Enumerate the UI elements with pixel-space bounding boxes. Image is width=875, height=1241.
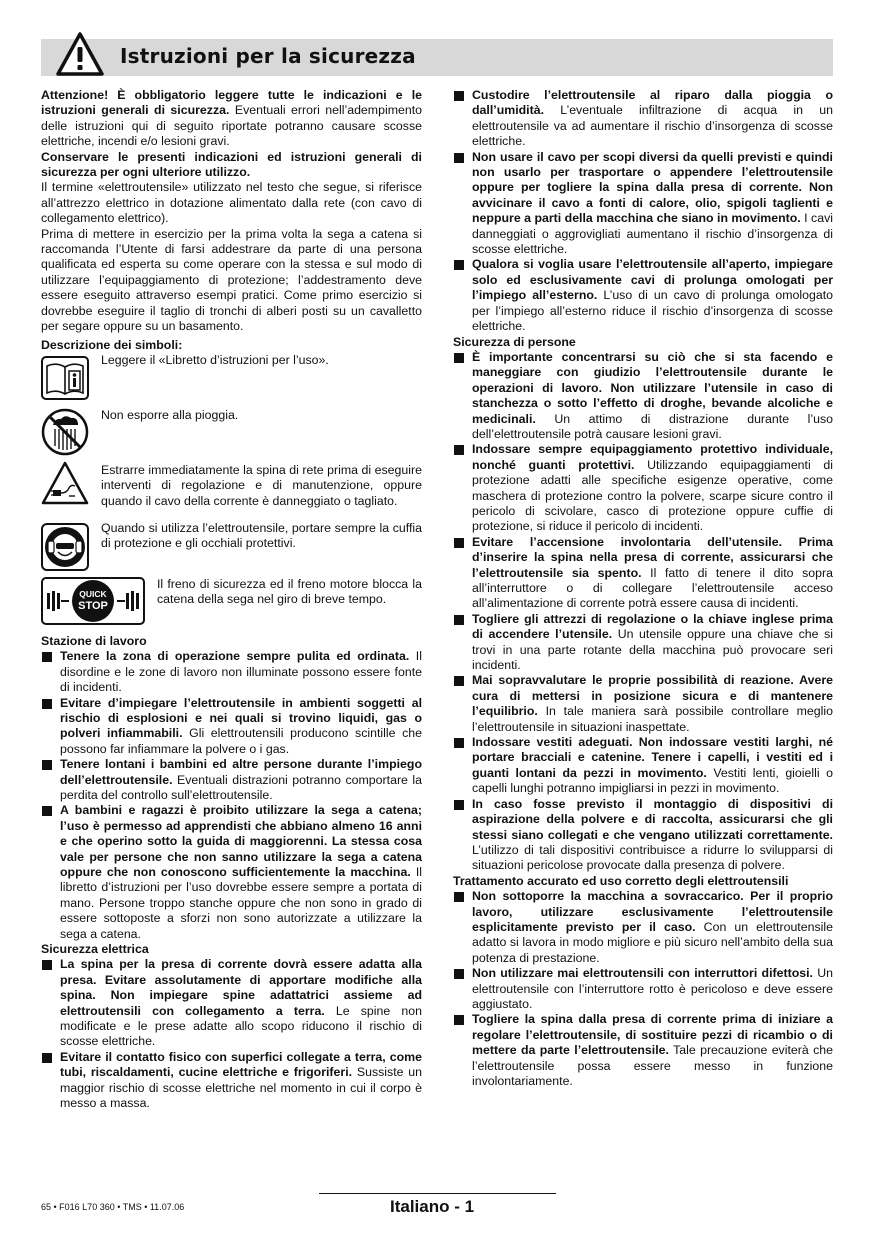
left-column — [41, 88, 422, 1112]
list-item: Tenere lontani i bambini ed altre persone durante l’impiego dell’elettroutensile. Eventuali distrazioni potranno comportare la perdita del controllo sull’elettroutensile. — [41, 757, 422, 803]
quick-stop-brake-icon — [41, 577, 145, 625]
intro-paragraph-1: Attenzione! È obbligatorio leggere tutte le indicazioni e le istruzioni generali di sicurezza. Eventuali errori nell’adempimento delle istruzioni qui di seguito riportate potranno causare scosse elettriche, incendi e/o lesioni gravi. — [41, 88, 422, 149]
list-item: Evitare il contatto fisico con superfici collegate a terra, come tubi, riscaldamenti, cucine elettriche e frigoriferi. Sussiste un maggior rischio di scosse elettriche nel momento in cui il corpo è messo a massa. — [41, 1050, 422, 1112]
list-item: La spina per la presa di corrente dovrà essere adatta alla presa. Evitare assolutamente di apportare modifiche alla spina. Non impiegare spine adattatrici assieme ad elettroutensili con collegamento a terra. Le spine non modificate e le prese adatte allo scopo riducono il rischio di scosse elettriche. — [41, 957, 422, 1049]
unplug-warning-icon — [41, 460, 89, 508]
list-item: Indossare vestiti adeguati. Non indossare vestiti larghi, né portare bracciali e catenine. Tenere i capelli, i vestiti ed i guanti lontani da pezzi in movimento. Vestiti lenti, gioielli o capelli lunghi potranno impigliarsi in pezzi in movimento. — [453, 735, 833, 797]
page-title: Istruzioni per la sicurezza — [120, 44, 416, 68]
list-item: Non usare il cavo per scopi diversi da quelli previsti e quindi non usarlo per trasportare o appendere l’elettroutensile oppure per togliere la spina dalla presa di corrente. Non avvicinare il cavo a fonti di calore, olio, spigoli taglienti e neppure a parti della macchina che siano in movimento. I cavi danneggiati o aggrovigliati aumentano il rischio d’insorgenza di scosse elettriche. — [453, 150, 833, 258]
symbol-manual: Leggere il «Libretto d’istruzioni per l’uso». — [41, 353, 422, 408]
list-item: Mai sopravvalutare le proprie possibilità di reazione. Avere cura di mettersi in posizione sicura e di mantenere l’equilibrio. In tale maniera sarà possibile controllare meglio l’elettroutensile in situazioni inaspettate. — [453, 673, 833, 735]
list-item: Non sottoporre la macchina a sovraccarico. Per il proprio lavoro, utilizzare esclusivamente l’elettroutensile esplicitamente previsto per il caso. Con un elettroutensile adatto si lavora in modo migliore e più sicuro nell’ambito della sua potenza di prestazione. — [453, 889, 833, 966]
list-item: Qualora si voglia usare l’elettroutensile all’aperto, impiegare solo ed esclusivamente cavi di prolunga omologati per l’impiego all’esterno. L’uso di un cavo di prolunga omologato per l’impiego all’esterno riduce il rischio d’insorgenza di scosse elettriche. — [453, 257, 833, 334]
stazione-heading: Stazione di lavoro — [41, 633, 147, 648]
elettrica-heading: Sicurezza elettrica — [41, 942, 149, 957]
list-item: Tenere la zona di operazione sempre pulita ed ordinata. Il disordine e le zone di lavoro non illuminate possono essere fonte di incidenti. — [41, 649, 422, 695]
symbols-heading: Descrizione dei simboli: — [41, 337, 183, 352]
footer-code: 65 • F016 L70 360 • TMS • 11.07.06 — [41, 1202, 185, 1212]
list-item: In caso fosse previsto il montaggio di dispositivi di aspirazione della polvere e di raccolta, assicurarsi che gli stessi siano collegati e che vengano utilizzati correttamente. L’utilizzo di tali dispositivi contribuisce a ridurre lo svilupparsi di situazioni pericolose provocate dalla presenza di polvere. — [453, 797, 833, 874]
warning-icon — [55, 30, 105, 78]
intro-paragraph-2: Conservare le presenti indicazioni ed istruzioni generali di sicurezza per ogni ulteriore utilizzo. — [41, 149, 422, 180]
list-item: Evitare l’accensione involontaria dell’utensile. Prima d’inserire la spina nella presa di corrente, assicurarsi che l’elettroutensile sia spento. Il fatto di tenere il dito sopra all’interruttore o di collegare l’elettroutensile acceso all’alimentazione di corrente potrà essere causa di incidenti. — [453, 535, 833, 612]
list-item: Togliere gli attrezzi di regolazione o la chiave inglese prima di accendere l’utensile. Un utensile oppure una chiave che si trovi in una parte rotante della macchina può provocare seri incidenti. — [453, 612, 833, 674]
intro-paragraph-3: Il termine «elettroutensile» utilizzato nel testo che segue, si riferisce all’attrezzo elettrico in dotazione alimentato dalla rete (con cavo di collegamento elettrico). — [41, 180, 422, 226]
footer-divider — [319, 1193, 556, 1194]
stop-label: STOP — [78, 599, 108, 612]
trattamento-heading: Trattamento accurato ed uso corretto degli elettroutensili — [453, 873, 789, 888]
quick-label: QUICK — [79, 588, 107, 599]
list-item: Custodire l’elettroutensile al riparo dalla pioggia o dall’umidità. L’eventuale infiltrazione di acqua in un elettroutensile va ad aumentare il rischio d’insorgenza di scosse elettriche. — [453, 88, 833, 150]
list-item: Togliere la spina dalla presa di corrente prima di iniziare a regolare l’elettroutensile, di sostituire pezzi di ricambio o di mettere da parte l’elettroutensile. Tale precauzione eviterà che l’elettroutensile possa essere messo in funzione involontariamente. — [453, 1012, 833, 1089]
list-item: Indossare sempre equipaggiamento protettivo individuale, nonché guanti protettivi. Utilizzando equipaggiamenti di protezione adatti alle specifiche esigenze operative, come maschera di protezione contro la polvere, scarpe sicure contro il pericolo di scivolare, casco di protezione oppure cuffie di protezione, si riduce il pericolo di incidenti. — [453, 442, 833, 534]
symbol-quick-stop: QUICK STOP Il freno di sicurezza ed il freno motore blocca la catena della sega nel giro di breve tempo. — [41, 577, 422, 634]
persone-heading: Sicurezza di persone — [453, 334, 576, 349]
list-item: A bambini e ragazzi è proibito utilizzare la sega a catena; l’uso è permesso ad apprendisti che abbiano almeno 16 anni e che operino sotto la guida di maggiorenni. La stessa cosa vale per persone che non sanno utilizzare la sega a catena oppure che non conoscono sufficientemente la macchina. Il libretto d’istruzioni per l’uso dovrebbe essere sempre a portata di mano. Persone troppo stanche oppure che non sono in grado di essere sottoposte a sforzi non sono autorizzate a utilizzare la sega a catena. — [41, 803, 422, 942]
ear-eye-protection-icon — [41, 523, 89, 571]
symbol-protection: Quando si utilizza l’elettroutensile, portare sempre la cuffia di protezione e gli occhiali protettivi. — [41, 521, 422, 577]
list-item: Non utilizzare mai elettroutensili con interruttori difettosi. Un elettroutensile con l’interruttore rotto è pericoloso e deve essere aggiustato. — [453, 966, 833, 1012]
symbol-rain: Non esporre alla pioggia. — [41, 408, 422, 458]
intro-paragraph-4: Prima di mettere in esercizio per la prima volta la sega a catena si raccomanda l’Utente di farsi addestrare da parte di una persona qualificata ed esperta su come operare con la stessa e sul modo di utilizzare l’equipaggiamento di protezione; l’addestramento deve essere eseguito attraverso esempi pratici. Come primo esercizio si dovrebbe eseguire il taglio di tronchi di alberi posti su un cavalletto per segare oppure su un basamento. — [41, 226, 422, 334]
symbol-unplug: Estrarre immediatamente la spina di rete prima di eseguire interventi di regolazione e di manutenzione, oppure quando il cavo della corrente è danneggiato o tagliato. — [41, 458, 422, 521]
list-item: Evitare d’impiegare l’elettroutensile in ambienti soggetti al rischio di esplosioni e nei quali si trovino liquidi, gas o polveri infiammabili. Gli elettroutensili producono scintille che possono far infiammare la polvere o i gas. — [41, 696, 422, 758]
page-number: Italiano - 1 — [390, 1197, 475, 1216]
list-item: È importante concentrarsi su ciò che si sta facendo e maneggiare con giudizio l’elettroutensile durante le operazioni di lavoro. Non utilizzare l’utensile in caso di stanchezza o sotto l’effetto di droghe, bevande alcoliche e medicinali. Un attimo di distrazione durante l’uso dell’elettroutensile potrà causare lesioni gravi. — [453, 350, 833, 442]
no-rain-icon — [41, 408, 89, 456]
right-column — [453, 88, 833, 1089]
manual-book-icon — [41, 356, 89, 400]
